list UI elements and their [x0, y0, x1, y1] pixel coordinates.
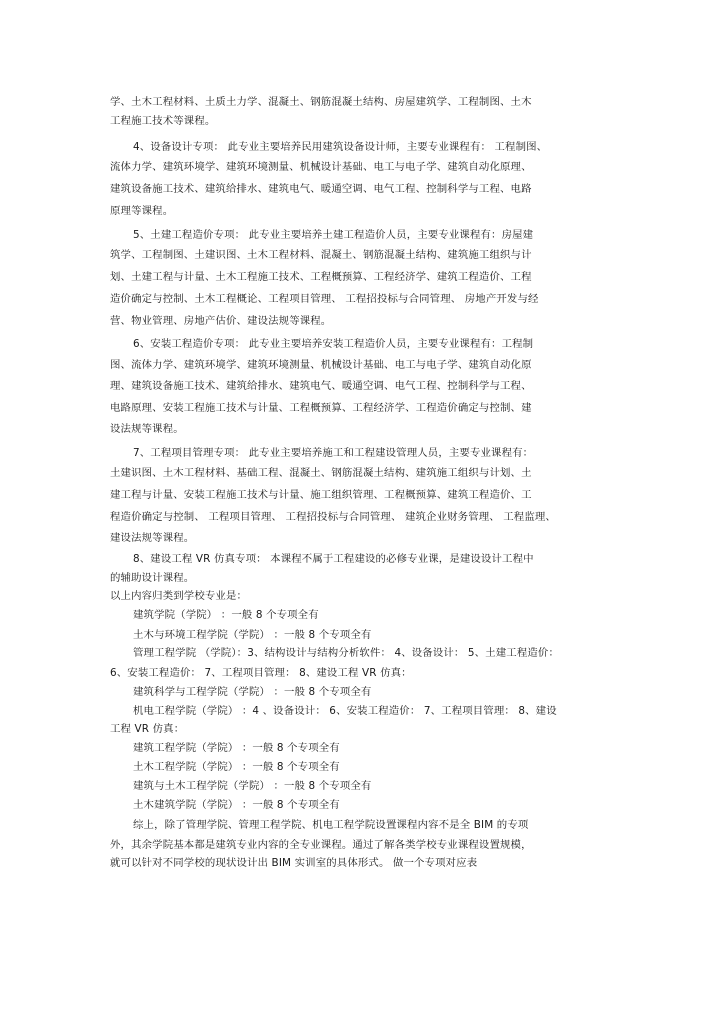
text-line: 建筑设备施工技术、建筑给排水、建筑电气、暖通空调、电气工程、控制科学与工程、电路	[110, 183, 532, 195]
text-line: 建筑工程学院（学院） ：一般 8 个专项全有	[133, 742, 340, 754]
text-line: 工程施工技术等课程。	[110, 115, 216, 127]
text-line: 电路原理、安装工程施工技术与计量、工程概预算、工程经济学、工程造价确定与控制、建	[110, 402, 532, 414]
text-line: 划、土建工程与计量、土木工程施工技术、工程概预算、工程经济学、建筑工程造价、工程	[110, 271, 532, 283]
text-line: 建设法规等课程。	[110, 532, 195, 544]
text-line: 土建识图、土木工程材料、基础工程、混凝土、钢筋混凝土结构、建筑施工组织与计划、土	[110, 467, 532, 479]
text-line: 工程 VR 仿真：	[110, 723, 185, 735]
text-line: 以上内容归类到学校专业是：	[110, 590, 248, 602]
text-line: 筑学、工程制图、土建识图、土木工程材料、混凝土、钢筋混凝土结构、建筑施工组织与计	[110, 249, 532, 261]
text-line: 设法规等课程。	[110, 423, 184, 435]
text-line: 土木建筑学院（学院） ：一般 8 个专项全有	[133, 799, 340, 811]
text-line: 机电工程学院（学院） ：4 、设备设计： 6、安装工程造价： 7、工程项目管理： 8、建设	[133, 705, 557, 717]
text-line: 外，其余学院基本都是建筑专业内容的全专业课程。通过了解各类学校专业课程设置规模，	[110, 839, 532, 851]
text-line: 5、土建工程造价专项： 此专业主要培养土建工程造价人员，主要专业课程有：房屋建	[133, 229, 534, 241]
text-line: 4、设备设计专项： 此专业主要培养民用建筑设备设计师，主要专业课程有： 工程制图、	[133, 141, 548, 153]
text-line: 就可以针对不同学校的现状设计出 BIM 实训室的具体形式。 做一个专项对应表	[110, 857, 478, 869]
text-line: 营、物业管理、房地产估价、建设法规等课程。	[110, 315, 332, 327]
text-line: 理、建筑设备施工技术、建筑给排水、建筑电气、暖通空调、电气工程、控制科学与工程、	[110, 380, 532, 392]
text-line: 程造价确定与控制、 工程项目管理、 工程招投标与合同管理、 建筑企业财务管理、 工程监理、	[110, 511, 556, 523]
text-line: 建筑科学与工程学院（学院） ：一般 8 个专项全有	[133, 686, 372, 698]
text-line: 建筑学院（学院） ：一般 8 个专项全有	[133, 609, 319, 621]
text-line: 综上，除了管理学院、管理工程学院、机电工程学院设置课程内容不是全 BIM 的专项	[133, 819, 529, 831]
text-line: 6、安装工程造价： 7、工程项目管理： 8、建设工程 VR 仿真：	[110, 667, 412, 679]
text-line: 土木工程学院（学院） ：一般 8 个专项全有	[133, 761, 340, 773]
text-line: 学、土木工程材料、土质土力学、混凝土、钢筋混凝土结构、房屋建筑学、工程制图、土木	[110, 96, 532, 108]
text-line: 土木与环境工程学院（学院） ：一般 8 个专项全有	[133, 629, 372, 641]
text-line: 建筑与土木工程学院（学院） ：一般 8 个专项全有	[133, 780, 372, 792]
text-line: 流体力学、建筑环境学、建筑环境测量、机械设计基础、电工与电子学、建筑自动化原理、	[110, 161, 532, 173]
text-line: 建工程与计量、安装工程施工技术与计量、施工组织管理、工程概预算、建筑工程造价、工	[110, 489, 532, 501]
text-line: 图、流体力学、建筑环境学、建筑环境测量、机械设计基础、电工与电子学、建筑自动化原	[110, 359, 532, 371]
text-line: 原理等课程。	[110, 205, 174, 217]
text-line: 7、工程项目管理专项： 此专业主要培养施工和工程建设管理人员，主要专业课程有：	[133, 447, 534, 459]
text-line: 造价确定与控制、土木工程概论、工程项目管理、 工程招投标与合同管理、 房地产开发与经	[110, 293, 539, 305]
text-line: 6、安装工程造价专项： 此专业主要培养安装工程造价人员，主要专业课程有：工程制	[133, 338, 534, 350]
text-line: 管理工程学院 （学院）：3、结构设计与结构分析软件： 4、设备设计： 5、土建工程造价：	[133, 647, 559, 659]
text-line: 8、建设工程 VR 仿真专项： 本课程不属于工程建设的必修专业课，是建设设计工程中	[133, 553, 534, 565]
text-line: 的辅助设计课程。	[110, 572, 195, 584]
